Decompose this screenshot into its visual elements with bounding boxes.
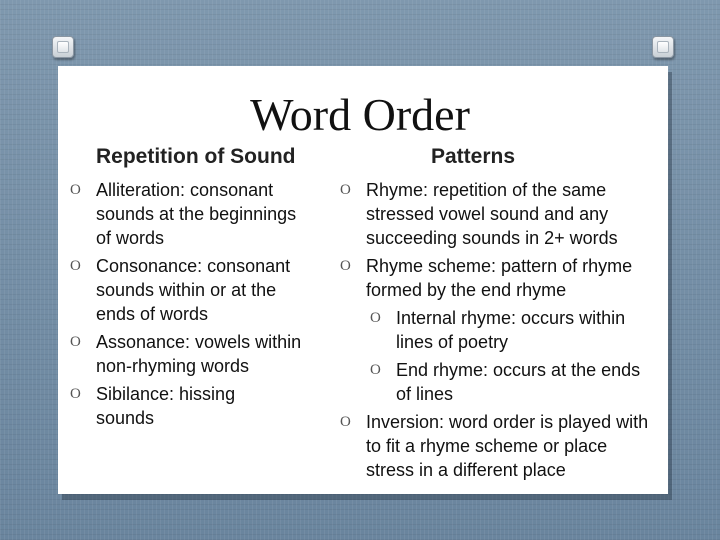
list-item-text: Sibilance: hissing sounds [96,384,236,428]
bullet-icon: O [70,258,81,274]
list-item-text: Assonance: vowels within non-rhyming words [96,332,302,376]
list-item-text: Internal rhyme: occurs within lines of poetry [396,308,626,352]
list-item-text: End rhyme: occurs at the ends of lines [396,360,641,404]
sub-list-item [340,358,660,406]
right-bullet-list [340,178,660,482]
pushpin-icon [52,36,74,58]
sub-list-item [340,306,660,354]
bullet-icon: O [370,362,381,378]
list-item-text: Consonance: consonant sounds within or at the ends of words [96,256,291,324]
list-item [340,254,660,302]
list-item [340,410,660,482]
list-item [340,178,660,250]
bullet-icon: O [340,258,351,274]
list-item [70,254,310,326]
list-item-text: Rhyme scheme: pattern of rhyme formed by the end rhyme [366,256,633,300]
slide-title: Word Order [250,89,470,140]
bullet-icon: O [340,182,351,198]
list-item [70,382,286,430]
list-item-text: Rhyme: repetition of the same stressed vowel sound and any succeeding sounds in 2+ words [366,180,618,248]
left-bullet-list [70,178,310,430]
bullet-icon: O [70,182,81,198]
list-item [70,178,310,250]
pushpin-icon [652,36,674,58]
bullet-icon: O [70,386,81,402]
list-item-text: Inversion: word order is played with to fit a rhyme scheme or place stress in a different place [366,412,649,480]
bullet-icon: O [70,334,81,350]
bullet-icon: O [340,414,351,430]
left-column-heading: Repetition of Sound [96,145,296,168]
right-column-heading: Patterns [431,145,516,168]
bullet-icon: O [370,310,381,326]
list-item [70,330,310,378]
list-item-text: Alliteration: consonant sounds at the beginnings of words [96,180,297,248]
